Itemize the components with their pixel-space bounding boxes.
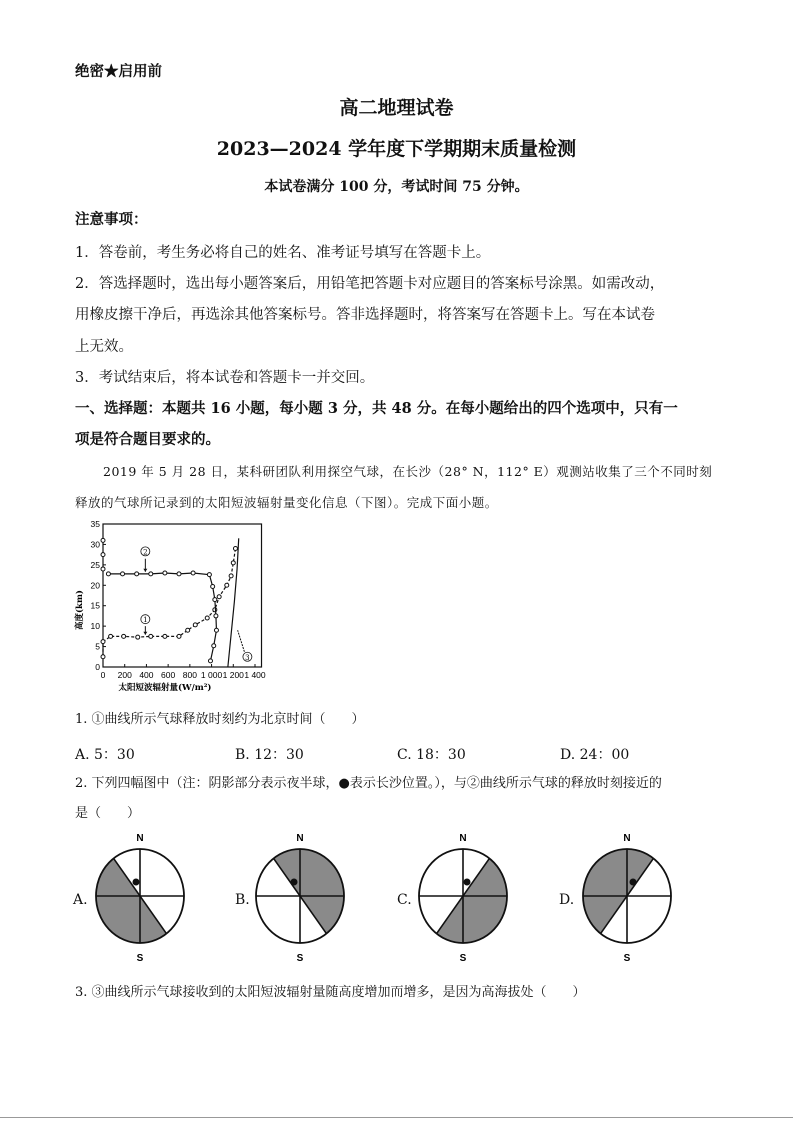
y-tick-label: 20 [90,580,100,591]
notes-heading: 注意事项： [75,211,148,228]
data-point [217,595,221,599]
data-point [213,598,217,602]
y-tick-label: 0 [95,662,100,672]
data-point [163,571,167,575]
curve-label-2: 2 [143,548,148,557]
night-hemisphere-shade [274,849,344,934]
arrow-head [143,632,147,635]
q2-option-b: B. [235,892,250,908]
y-tick-label: 15 [90,600,100,611]
section-heading-cont: 项是符合题目要求的。 [75,431,220,448]
page-bottom-divider [0,1117,793,1118]
question-2: 2. 下列四幅图中（注：阴影部分表示夜半球，●表示长沙位置。），与②曲线所示气球的释放时刻接近的 [75,776,662,791]
arrow-line [238,630,245,652]
globe-diagram-c [413,828,513,968]
note-item: 1．答卷前，考生务必将自己的姓名、准考证号填写在答题卡上。 [75,245,491,261]
changsha-location-dot [291,879,298,886]
data-point [214,628,218,632]
data-point [207,573,211,577]
data-point [122,634,126,638]
night-hemisphere-shade [437,858,507,943]
q2-option-c: C. [397,892,412,908]
x-tick-label: 200 [117,670,132,680]
data-point [211,585,215,589]
q1-option-b: B. 12：30 [235,747,304,763]
data-point [186,628,190,632]
y-tick-label: 30 [90,539,100,550]
data-point [191,571,195,575]
night-hemisphere-shade [583,849,653,934]
radiation-altitude-chart [70,515,280,695]
data-point [121,572,125,576]
data-point [163,634,167,638]
x-tick-label: 1 200 [222,670,244,680]
data-point [212,644,216,648]
data-point [135,572,139,576]
changsha-location-dot [630,879,637,886]
data-point [229,574,233,578]
q1-option-c: C. 18：30 [397,747,466,763]
globe-diagram-d [577,828,677,968]
y-tick-label: 5 [95,641,100,652]
changsha-location-dot [133,879,140,886]
curve-label-3: 3 [245,653,250,662]
series-line-2 [108,573,216,661]
x-tick-label: 1 400 [244,670,266,680]
data-point [233,547,237,551]
question-2-cont: 是（ ） [75,806,141,821]
x-tick-label: 400 [139,670,154,680]
q2-option-d: D. [559,892,575,908]
x-tick-label: 600 [161,670,176,680]
data-point [136,635,140,639]
data-point [149,634,153,638]
globe-diagram-a [90,828,190,968]
data-point [177,572,181,576]
q1-option-a: A. 5：30 [75,747,135,763]
data-point [225,583,229,587]
data-point [205,616,209,620]
section-heading: 一、选择题：本题共 16 小题，每小题 3 分，共 48 分。在每小题给出的四个选项中，只有一 [75,400,678,417]
curve-label-1: 1 [143,616,148,625]
x-tick-label: 0 [100,670,106,680]
x-axis-label: 太阳短波辐射量(W/m²) [118,683,212,693]
y-tick-label: 35 [90,519,100,529]
north-label: N [459,833,467,844]
paper-subtitle: 2023—2024 学年度下学期期末质量检测 [216,138,577,160]
exam-info: 本试卷满分 100 分，考试时间 75 分钟。 [264,179,529,195]
north-label: N [296,833,304,844]
data-point [193,623,197,627]
data-point [101,640,105,644]
y-axis-label: 高度(km) [75,590,85,630]
y-tick-label: 10 [90,621,100,632]
note-item: 用橡皮擦干净后，再选涂其他答案标号。答非选择题时，将答案写在答题卡上。写在本试卷 [75,307,655,323]
note-item: 上无效。 [75,339,133,355]
globe-diagram-b [250,828,350,968]
confidential-label: 绝密★启用前 [75,63,162,80]
data-point [101,655,105,659]
data-point [109,634,113,638]
paper-title: 高二地理试卷 [339,97,454,119]
question-3: 3. ③曲线所示气球接收到的太阳短波辐射量随高度增加而增多，是因为高海拔处（ ） [75,985,586,1000]
series-line-3 [228,538,239,667]
data-point [149,572,153,576]
arrow-head [143,569,147,572]
south-label: S [623,953,631,964]
x-tick-label: 800 [182,670,197,680]
data-point [177,634,181,638]
note-item: 2．答选择题时，选出每小题答案后，用铅笔把答题卡对应题目的答案标号涂黑。如需改动， [75,276,665,292]
data-point [208,659,212,663]
y-tick-label: 25 [90,559,100,570]
q2-option-a: A. [73,892,88,908]
night-hemisphere-shade [96,858,166,943]
q1-option-d: D. 24：00 [560,747,630,763]
data-point [106,572,110,576]
question-1: 1. ①曲线所示气球释放时刻约为北京时间（ ） [75,712,365,727]
north-label: N [136,833,144,844]
passage-line: 释放的气球所记录到的太阳短波辐射量变化信息（下图）。完成下面小题。 [75,495,498,510]
x-tick-label: 1 000 [200,670,223,680]
data-point [101,553,105,557]
data-point [101,567,105,571]
south-label: S [459,953,467,964]
note-item: 3．考试结束后，将本试卷和答题卡一并交回。 [75,370,375,386]
data-point [101,538,105,542]
data-point [214,614,218,618]
passage-line: 2019 年 5 月 28 日，某科研团队利用探空气球，在长沙（28° N，112° E）观测站收集了三个不同时刻 [103,464,713,479]
south-label: S [296,953,304,964]
north-label: N [623,833,631,844]
changsha-location-dot [464,879,471,886]
south-label: S [136,953,144,964]
data-point [231,561,235,565]
